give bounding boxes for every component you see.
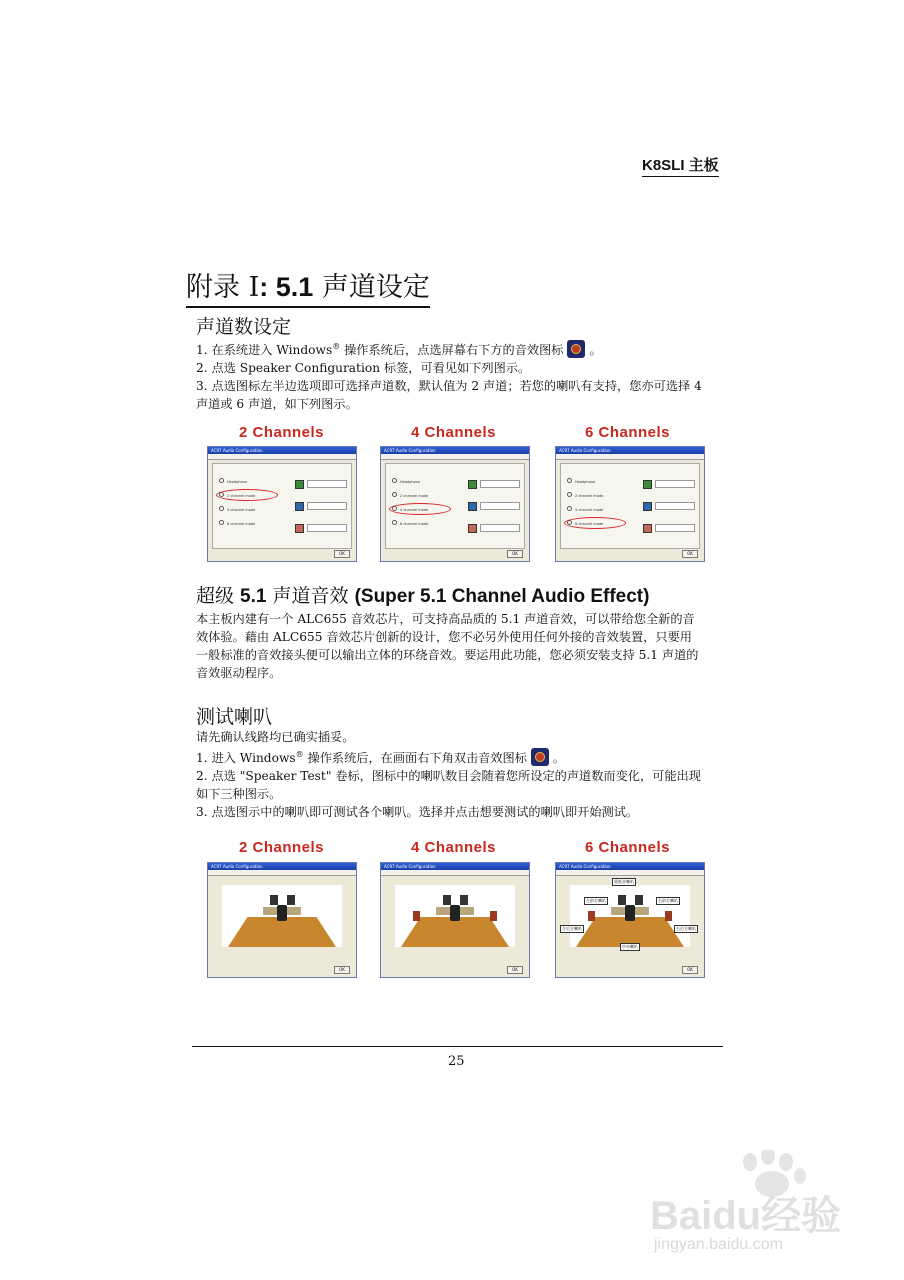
channel-label-6: 6 Channels [585,424,671,441]
speaker-icon [443,895,451,905]
dialog-body [560,463,700,549]
speaker-icon [635,895,643,905]
jack-label [480,524,520,532]
jack-pink [468,524,477,533]
paragraph-line: 一般标准的音效接头便可以输出立体的环绕音效。要运用此功能，您必须安装支持 5.1 声道的 [196,648,699,662]
step-1-text-c: 。 [589,343,602,358]
speaker-icon [490,911,497,921]
watermark-url: jingyan.baidu.com [654,1236,783,1253]
speaker-icon [270,895,278,905]
dialog-tabs [208,454,356,460]
jack-green [468,480,477,489]
dialog-titlebar: AC97 Audio Configuration [556,863,704,870]
room-scene [395,885,515,947]
title-rest: 声道设定 [313,272,430,303]
selection-highlight [564,517,626,529]
dialog-tabs [556,870,704,876]
step-1-text-b: 操作系统后，在画面右下角双击音效图标 [303,751,527,766]
dialog-tabs [381,454,529,460]
step-2-line-2: 如下三种图示。 [196,787,282,802]
section-heading-super51 [196,581,649,608]
jack-pink [295,524,304,533]
step-1-text-b: 操作系统后，点选屏幕右下方的音效图标 [340,343,564,358]
audio-tray-icon [567,340,585,358]
speaker-test-screenshot-2ch [207,862,357,978]
room-scene [222,885,342,947]
audio-tray-icon [531,748,549,766]
jack-blue [468,502,477,511]
speaker-tag: 左前方喇叭 [586,898,606,903]
dialog-titlebar: AC97 Audio Configuration [208,863,356,870]
option-row: 6 channel mode [567,520,603,526]
selection-highlight [389,503,451,515]
chair [277,905,287,921]
heading-part: (Super 5.1 Channel Audio Effect) [354,586,650,607]
speaker-tag: 右前方喇叭 [658,898,678,903]
speaker-icon [665,911,672,921]
dialog-tabs [208,870,356,876]
dialog-tabs [556,454,704,460]
step-3-line-2: 声道或 6 声道，如下列图示。 [196,397,358,412]
chair [625,905,635,921]
ok-button: OK [682,966,698,974]
section-super51-paragraph [196,610,740,682]
floor [401,917,509,947]
option-row: 2 channel mode [219,492,255,498]
option-row: Headphone [392,478,420,484]
jack-label [307,524,347,532]
speaker-test-screenshot-4ch [380,862,530,978]
dialog-titlebar: AC97 Audio Configuration [381,863,529,870]
option-row: 6 channel mode [219,520,255,526]
jack-label [655,524,695,532]
title-prefix: 附录 I [186,272,260,303]
speaker-icon [588,911,595,921]
channel-label-4: 4 Channels [411,839,497,856]
jack-green [295,480,304,489]
jack-green [643,480,652,489]
speaker-icon [618,895,626,905]
intro-line: 请先确认线路均已确实插妥。 [196,730,355,744]
jack-label [480,480,520,488]
baidu-watermark [650,1150,880,1260]
step-3-line-1: 3. 点选图标左半边选项即可选择声道数，默认值为 2 声道；若您的喇叭有支持，您亦可选择 4 [196,379,702,394]
paragraph-line: 效体验。藉由 ALC655 音效芯片创新的设计，您不必另外使用任何外接的音效装置，只要用 [196,630,692,644]
speaker-icon [460,895,468,905]
speaker-config-screenshot-4ch [380,446,530,562]
step-1-text-a: 1. 进入 Windows [196,751,296,766]
jack-label [307,502,347,510]
dialog-body [212,463,352,549]
speaker-tag: 左后方喇叭 [562,926,582,931]
ok-button: OK [334,966,350,974]
chair [450,905,460,921]
watermark-brand: Baidu经验 [650,1194,842,1238]
dialog-titlebar: AC97 Audio Configuration [208,447,356,454]
paragraph-line: 本主板内建有一个 ALC655 音效芯片，可支持高品质的 5.1 声道音效，可以带给您全新的音 [196,612,695,626]
jack-blue [643,502,652,511]
speaker-tag: 重低音喇叭 [614,879,634,884]
footer-divider [192,1046,723,1047]
speaker-config-screenshot-2ch [207,446,357,562]
speaker-tag: 右后方喇叭 [676,926,696,931]
step-1 [196,338,740,359]
jack-label [307,480,347,488]
step-1 [196,746,740,767]
option-row: 4 channel mode [392,506,428,512]
step-2-line-1: 2. 点选 "Speaker Test" 卷标，图标中的喇叭数目会随着您所设定的声道数而变化，可能出现 [196,769,701,784]
option-row: 6 channel mode [392,520,428,526]
channel-label-6: 6 Channels [585,839,671,856]
step-1-text-a: 1. 在系统进入 Windows [196,343,333,358]
option-row: Headphone [567,478,595,484]
step-3: 3. 点选图示中的喇叭即可测试各个喇叭。选择并点击想要测试的喇叭即开始测试。 [196,805,639,820]
section-heading-speaker-test: 测试喇叭 [196,706,273,728]
heading-part: 声道音效 [266,585,355,607]
section-channels-steps [196,338,740,413]
jack-label [655,502,695,510]
registered-mark: ® [332,342,341,351]
section-heading-channels: 声道数设定 [196,316,292,338]
registered-mark: ® [295,750,304,759]
floor [228,917,336,947]
title-bold: : 5.1 [259,272,314,302]
dialog-titlebar: AC97 Audio Configuration [556,447,704,454]
page-header: K8SLI 主板 [642,154,719,177]
dialog-body [385,463,525,549]
channel-label-4: 4 Channels [411,424,497,441]
ok-button: OK [507,550,523,558]
jack-label [655,480,695,488]
jack-blue [295,502,304,511]
option-row: 2 channel mode [392,492,428,498]
paragraph-line: 音效驱动程序。 [196,666,282,680]
channel-label-2: 2 Channels [239,839,325,856]
speaker-tag: 中央喇叭 [622,944,638,949]
step-2: 2. 点选 Speaker Configuration 标签，可看见如下列图示。 [196,361,531,376]
room-scene [570,885,690,947]
ok-button: OK [507,966,523,974]
speaker-icon [413,911,420,921]
dialog-tabs [381,870,529,876]
option-row: 2 channel mode [567,492,603,498]
jack-label [480,502,520,510]
page-title [186,265,430,308]
option-row: 4 channel mode [219,506,255,512]
step-1-text-c: 。 [552,751,566,766]
ok-button: OK [334,550,350,558]
option-row: 4 channel mode [567,506,603,512]
page-number: 25 [448,1054,465,1069]
channel-label-2: 2 Channels [239,424,325,441]
dialog-titlebar: AC97 Audio Configuration [381,447,529,454]
option-row: Headphone [219,478,247,484]
heading-part: 5.1 [240,586,267,607]
speaker-test-screenshot-6ch [555,862,705,978]
selection-highlight [216,489,278,501]
heading-part: 超级 [196,585,241,607]
speaker-icon [287,895,295,905]
speaker-config-screenshot-6ch [555,446,705,562]
ok-button: OK [682,550,698,558]
jack-pink [643,524,652,533]
section-speaker-test-steps [196,728,740,821]
